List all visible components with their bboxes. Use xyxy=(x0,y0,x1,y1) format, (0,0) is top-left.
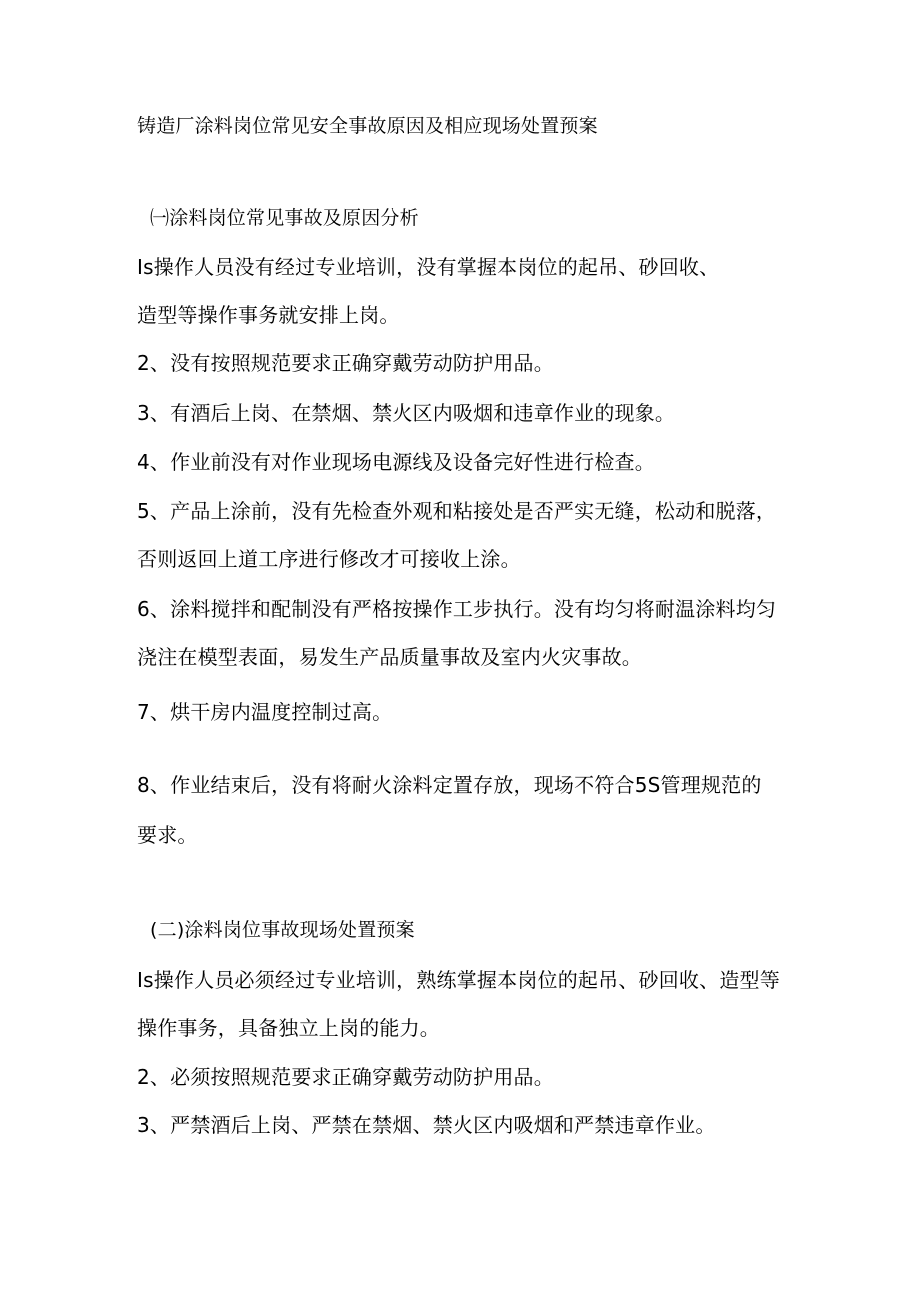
paragraph-line: 2、必须按照规范要求正确穿戴劳动防护用品。 xyxy=(137,1065,554,1089)
paragraph-line: 造型等操作事务就安排上岗。 xyxy=(137,303,400,327)
paragraph-line: 6、涂料搅拌和配制没有严格按操作工步执行。没有均匀将耐温涂料均匀 xyxy=(137,597,777,621)
paragraph-line: 8、作业结束后，没有将耐火涂料定置存放，现场不符合5S管理规范的 xyxy=(137,773,762,797)
paragraph-line: 要求。 xyxy=(137,823,198,847)
paragraph-line: Is操作人员必须经过专业培训，熟练掌握本岗位的起吊、砂回收、造型等 xyxy=(137,968,780,992)
paragraph-line: Is操作人员没有经过专业培训，没有掌握本岗位的起吊、砂回收、 xyxy=(137,255,720,279)
paragraph-line: 3、严禁酒后上岗、严禁在禁烟、禁火区内吸烟和严禁违章作业。 xyxy=(137,1113,716,1137)
paragraph-line: 2、没有按照规范要求正确穿戴劳动防护用品。 xyxy=(137,351,554,375)
document-title: 铸造厂涂料岗位常见安全事故原因及相应现场处置预案 xyxy=(137,115,598,137)
paragraph-line: 7、烘干房内温度控制过高。 xyxy=(137,700,393,724)
section-heading-2: (二)涂料岗位事故现场处置预案 xyxy=(150,919,415,941)
paragraph-line: 5、产品上涂前，没有先检查外观和粘接处是否严实无缝，松动和脱落， xyxy=(137,499,777,523)
paragraph-line: 操作事务，具备独立上岗的能力。 xyxy=(137,1016,440,1040)
paragraph-line: 4、作业前没有对作业现场电源线及设备完好性进行检查。 xyxy=(137,450,655,474)
paragraph-line: 否则返回上道工序进行修改才可接收上涂。 xyxy=(137,547,521,571)
paragraph-line: 浇注在模型表面，易发生产品质量事故及室内火灾事故。 xyxy=(137,645,642,669)
section-heading-1: ㈠涂料岗位常见事故及原因分析 xyxy=(150,207,419,229)
paragraph-line: 3、有酒后上岗、在禁烟、禁火区内吸烟和违章作业的现象。 xyxy=(137,401,676,425)
